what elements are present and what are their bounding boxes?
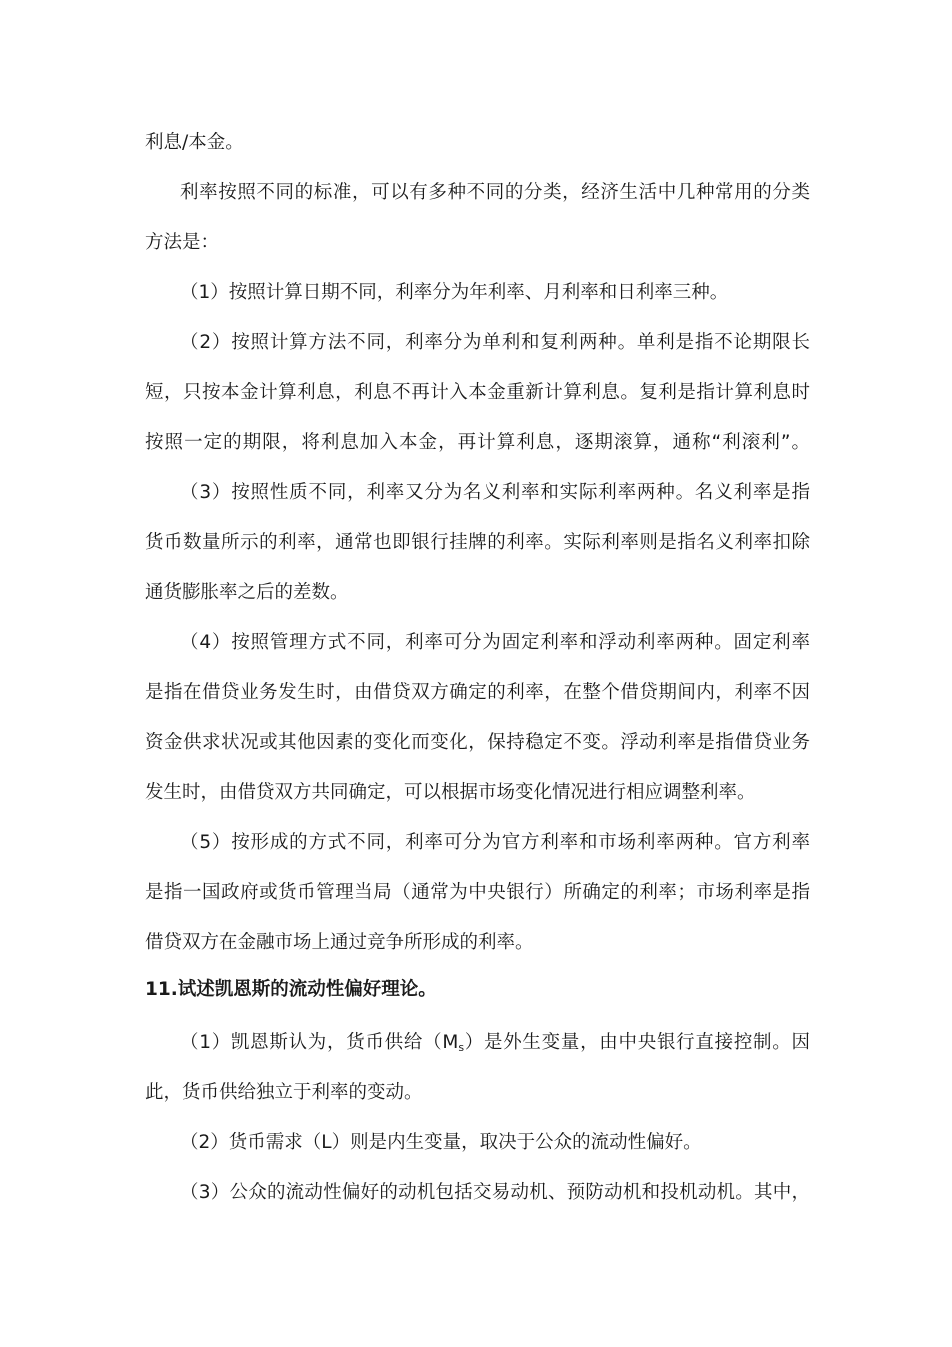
text-line: 方法是： xyxy=(145,232,220,253)
list-item-5: （5）按形成的方式不同，利率可分为官方利率和市场利率两种。官方利率 xyxy=(180,832,810,853)
text-line: 短，只按本金计算利息，利息不再计入本金重新计算利息。复利是指计算利息时 xyxy=(145,382,810,403)
text-line: 货币数量所示的利率，通常也即银行挂牌的利率。实际利率则是指名义利率扣除 xyxy=(145,532,810,553)
text-line: 资金供求状况或其他因素的变化而变化，保持稳定不变。浮动利率是指借贷业务 xyxy=(145,732,810,753)
list-item-1: （1）按照计算日期不同，利率分为年利率、月利率和日利率三种。 xyxy=(180,282,729,303)
keynes-item-3: （3）公众的流动性偏好的动机包括交易动机、预防动机和投机动机。其中， xyxy=(180,1182,810,1203)
keynes-item-1-rest: ）是外生变量，由中央银行直接控制。因 xyxy=(464,1032,810,1053)
text-line: 借贷双方在金融市场上通过竞争所形成的利率。 xyxy=(145,932,534,953)
list-item-3: （3）按照性质不同，利率又分为名义利率和实际利率两种。名义利率是指 xyxy=(180,482,810,503)
keynes-item-1 xyxy=(180,1025,810,1061)
keynes-item-1-text: （1）凯恩斯认为，货币供给（M xyxy=(180,1032,459,1053)
text-line: 按照一定的期限，将利息加入本金，再计算利息，逐期滚算，通称“利滚利”。 xyxy=(145,432,810,453)
list-item-4: （4）按照管理方式不同，利率可分为固定利率和浮动利率两种。固定利率 xyxy=(180,632,810,653)
text-line: 此，货币供给独立于利率的变动。 xyxy=(145,1082,423,1103)
text-line: 是指一国政府或货币管理当局（通常为中央银行）所确定的利率；市场利率是指 xyxy=(145,882,810,903)
paragraph-first-line: 利率按照不同的标准，可以有多种不同的分类，经济生活中几种常用的分类 xyxy=(180,182,810,203)
list-item-2: （2）按照计算方法不同，利率分为单利和复利两种。单利是指不论期限长 xyxy=(180,332,810,353)
text-line: 通货膨胀率之后的差数。 xyxy=(145,582,349,603)
text-line: 利息/本金。 xyxy=(145,132,244,153)
subscript-s: s xyxy=(458,1041,465,1054)
keynes-item-2: （2）货币需求（L）则是内生变量，取决于公众的流动性偏好。 xyxy=(180,1132,702,1153)
text-line: 是指在借贷业务发生时，由借贷双方确定的利率，在整个借贷期间内，利率不因 xyxy=(145,682,810,703)
section-heading: 11.试述凯恩斯的流动性偏好理论。 xyxy=(145,979,437,1000)
text-line: 发生时，由借贷双方共同确定，可以根据市场变化情况进行相应调整利率。 xyxy=(145,782,756,803)
